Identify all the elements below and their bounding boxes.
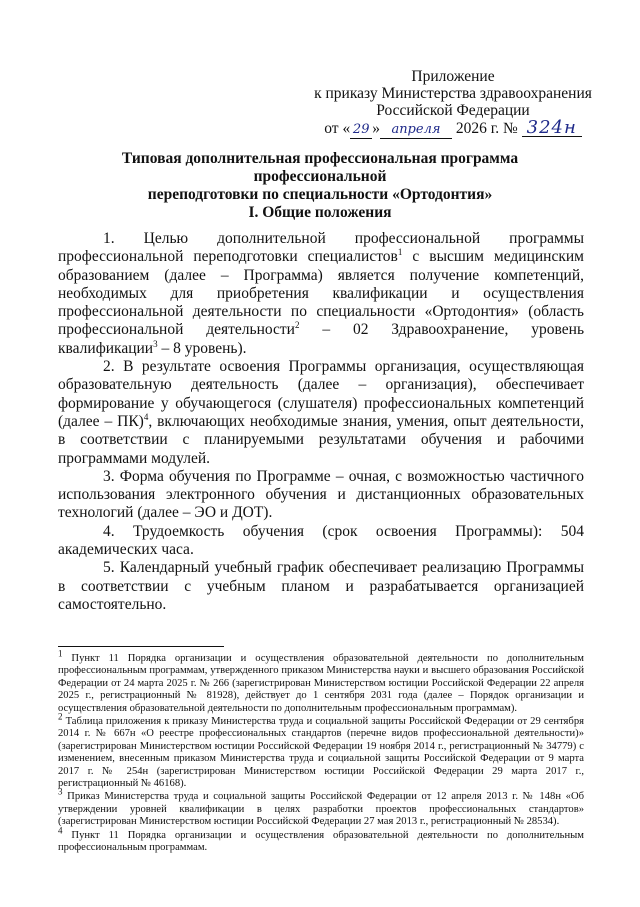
footnote-separator (58, 646, 224, 647)
paragraph-4: 4. Трудоемкость обучения (срок освоения Программы): 504 академических часа. (58, 522, 584, 559)
footnote-ref-4: 4 (143, 411, 149, 422)
paragraph-2-part-b: , включающих необходимые знания, умения, опыт деятельности, в соответствии с планируемыми результатами обучения и рабочими программами модулей. (58, 412, 584, 467)
footnote-1-text: Пункт 11 Порядка организации и осуществления образовательной деятельности по дополнительным профессиональным программам, утвержденного приказом Министерства науки и высшего образования Российской Федерации от 24 марта 2025 г. № 266 (зарегистрирован Министерством юстиции Российской Федерации 22 апреля 2025 г., регистрационный № 81928), действует до 1 сентября 2031 года (далее – Порядок организации и осуществления образовательной деятельности по дополнительным профессиональным программам). (58, 653, 584, 714)
order-number-handwritten: 324н (522, 119, 582, 137)
annex-line-2: Российской Федерации (376, 102, 530, 119)
section-heading: I. Общие положения (248, 204, 392, 221)
footnote-4-text: Пункт 11 Порядка организации и осуществления образовательной деятельности по дополнительным профессиональным программам. (58, 829, 584, 854)
order-day-handwritten: 29 (350, 121, 372, 139)
paragraph-1-part-d: – 8 уровень). (157, 339, 247, 357)
footnotes (58, 648, 584, 856)
footnote-4-number: 4 (58, 825, 63, 836)
document-title-line-2: переподготовки по специальности «Ортодонтия» (147, 186, 493, 203)
order-mid: » (372, 120, 380, 137)
annex-title: Приложение (411, 68, 495, 85)
order-prefix: от « (324, 120, 351, 137)
footnote-ref-3: 3 (153, 338, 158, 349)
paragraph-2 (58, 358, 584, 468)
footnote-4 (58, 825, 584, 855)
annex-header (308, 68, 598, 139)
paragraph-1 (58, 230, 584, 358)
footnote-1 (58, 648, 584, 715)
body-text (58, 230, 584, 614)
footnote-2 (58, 711, 584, 790)
document-title-line-1: Типовая дополнительная профессиональная программа профессиональной (121, 150, 519, 185)
footnote-2-number: 2 (58, 711, 63, 722)
order-month-handwritten: апреля (380, 121, 452, 139)
paragraph-1-part-c: – 02 Здравоохранение, уровень квалификации (58, 321, 585, 357)
footnote-1-number: 1 (58, 648, 63, 659)
order-date-line (308, 119, 598, 139)
annex-line-1: к приказу Министерства здравоохранения (314, 85, 592, 102)
paragraph-1-part-a: 1. Целью дополнительной профессиональной программы профессиональной переподготовки специалистов (58, 230, 584, 266)
footnote-3-number: 3 (58, 786, 63, 797)
paragraph-1-part-b: с высшим медицинским образованием (далее – Программа) является получение компетенций, необходимых для приобретения квалификации и осуществления профессиональной деятельности по специальности «Ортодонтия» (область профессиональной деятельности (58, 248, 584, 339)
footnote-2-text: Таблица приложения к приказу Министерства труда и социальной защиты Российской Федерации от 29 сентября 2014 г. № 667н «О реестре профессиональных стандартов (перечне видов профессиональной деятельности)» (зарегистрирован Министерством юстиции Российской Федерации 19 ноября 2014 г., регистрационный № 34779) с изменением, внесенным приказом Министерства труда и социальной защиты Российской Федерации от 9 марта 2017 г. № 254н (зарегистрирован Министерством юстиции Российской Федерации 29 марта 2017 г., регистрационный № 46168). (58, 716, 584, 790)
footnote-3 (58, 786, 584, 828)
footnote-ref-2: 2 (294, 320, 300, 331)
paragraph-5: 5. Календарный учебный график обеспечивает реализацию Программы в соответствии с учебным планом и разрабатывается организацией самостоятельно. (58, 559, 584, 613)
footnote-3-text: Приказ Министерства труда и социальной защиты Российской Федерации от 12 апреля 2013 г. № 148н «Об утверждении уровней квалификации в целях разработки проектов профессиональных стандартов» (зарегистрирован Министерством юстиции Российской Федерации 27 мая 2013 г., регистрационный № 28534). (58, 791, 584, 828)
order-year: 2026 г. № (455, 120, 518, 137)
paragraph-3: 3. Форма обучения по Программе – очная, с возможностью частичного использования электронного обучения и дистанционных образовательных технологий (далее – ЭО и ДОТ). (58, 467, 584, 522)
footnote-ref-1: 1 (397, 247, 403, 258)
paragraph-2-part-a: 2. В результате освоения Программы организация, осуществляющая образовательную деятельность (далее – организация), обеспечивает формирование у обучающегося (слушателя) профессиональных компетенций (далее – ПК) (58, 358, 584, 430)
document-title (60, 150, 580, 204)
